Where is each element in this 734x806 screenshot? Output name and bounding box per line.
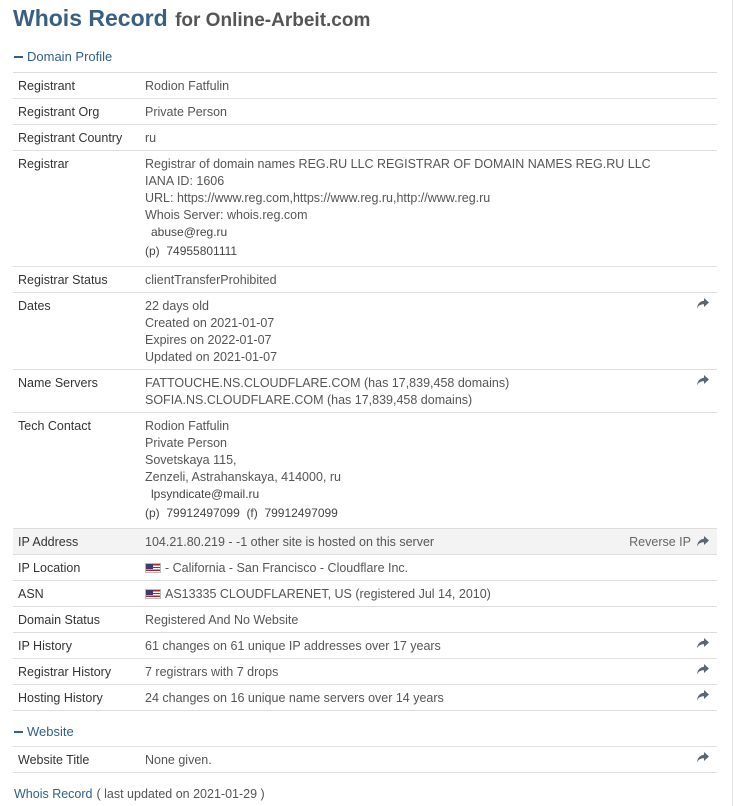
website-title-label: Website Title	[18, 753, 90, 767]
dates-updated: Updated on 2021-01-07	[145, 350, 278, 364]
share-arrow-icon[interactable]	[697, 375, 709, 386]
registrant-value: Rodion Fatfulin	[145, 79, 230, 93]
registrar-phone: (p) 74955801111	[145, 244, 238, 258]
asn-text: AS13335 CLOUDFLARENET, US (registered Jul 14, 2010)	[165, 587, 491, 601]
name-servers-label: Name Servers	[18, 376, 98, 390]
domain-status-label: Domain Status	[18, 613, 100, 627]
ip-history-value: 61 changes on 61 unique IP addresses over 17 years	[145, 639, 441, 653]
row-registrar-status	[13, 267, 717, 293]
us-flag-icon	[145, 563, 161, 573]
tech-contact-phone: (p) 79912497099 (f) 79912497099	[145, 506, 338, 520]
registrar-iana: IANA ID: 1606	[145, 174, 225, 188]
row-ip-location	[13, 555, 717, 581]
name-server-1: FATTOUCHE.NS.CLOUDFLARE.COM (has 17,839,458 domains)	[145, 376, 510, 390]
share-arrow-icon	[697, 536, 709, 547]
dates-age: 22 days old	[145, 299, 209, 313]
row-ip-address	[13, 529, 717, 555]
tech-contact-street: Sovetskaya 115,	[145, 453, 237, 467]
website-title-value: None given.	[145, 753, 212, 767]
row-name-servers	[13, 370, 717, 413]
footer	[14, 787, 265, 801]
section-domain-profile[interactable]	[14, 49, 112, 64]
registrant-org-label: Registrant Org	[18, 105, 100, 119]
dates-expires: Expires on 2022-01-07	[145, 333, 272, 347]
tech-contact-city: Zenzeli, Astrahanskaya, 414000, ru	[145, 470, 341, 484]
registrar-history-value: 7 registrars with 7 drops	[145, 665, 279, 679]
row-registrant-org	[13, 99, 717, 125]
minus-icon	[14, 731, 23, 733]
hosting-history-label: Hosting History	[18, 691, 103, 705]
section-website[interactable]	[14, 724, 74, 739]
registrar-history-label: Registrar History	[18, 665, 112, 679]
website-table	[13, 746, 717, 773]
dates-created: Created on 2021-01-07	[145, 316, 275, 330]
registrant-org-value: Private Person	[145, 105, 227, 119]
registrar-label: Registrar	[18, 157, 69, 171]
row-domain-status	[13, 607, 717, 633]
footer-whois-link[interactable]: Whois Record	[14, 787, 93, 801]
share-arrow-icon[interactable]	[697, 664, 709, 675]
name-server-2: SOFIA.NS.CLOUDFLARE.COM (has 17,839,458 domains)	[145, 393, 473, 407]
us-flag-icon	[145, 589, 161, 599]
dates-value	[145, 298, 277, 366]
registrant-label: Registrant	[18, 79, 75, 93]
tech-contact-label: Tech Contact	[18, 419, 91, 433]
ip-address-value: 104.21.80.219 - -1 other site is hosted on this server	[145, 535, 435, 549]
ip-address-label: IP Address	[18, 535, 79, 549]
registrar-status-value: clientTransferProhibited	[145, 273, 277, 287]
reverse-ip-link[interactable]	[629, 534, 709, 551]
row-ip-history	[13, 633, 717, 659]
row-website-title	[13, 747, 717, 773]
dates-label: Dates	[18, 299, 51, 313]
share-arrow-icon[interactable]	[697, 298, 709, 309]
minus-icon	[14, 56, 23, 58]
domain-status-value: Registered And No Website	[145, 613, 299, 627]
row-tech-contact	[13, 413, 717, 529]
row-registrant-country	[13, 125, 717, 151]
page-title	[13, 5, 370, 32]
tech-contact-name: Rodion Fatfulin	[145, 419, 230, 433]
row-asn	[13, 581, 717, 607]
registrar-url: URL: https://www.reg.com,https://www.reg.ru,http://www.reg.ru	[145, 191, 491, 205]
title-main: Whois Record	[13, 5, 168, 31]
registrar-whois-server: Whois Server: whois.reg.com	[145, 208, 308, 222]
share-arrow-icon[interactable]	[697, 690, 709, 701]
row-hosting-history	[13, 685, 717, 711]
share-arrow-icon[interactable]	[697, 752, 709, 763]
registrar-name: Registrar of domain names REG.RU LLC REGISTRAR OF DOMAIN NAMES REG.RU LLC	[145, 157, 651, 171]
ip-location-label: IP Location	[18, 561, 81, 575]
registrant-country-value: ru	[145, 131, 157, 145]
section-domain-profile-label: Domain Profile	[27, 49, 113, 64]
tech-contact-email: lpsyndicate@mail.ru	[151, 487, 260, 501]
registrar-status-label: Registrar Status	[18, 273, 108, 287]
footer-updated: ( last updated on 2021-01-29 )	[96, 787, 265, 801]
ip-location-value	[145, 560, 408, 577]
registrar-value	[145, 156, 651, 262]
share-arrow-icon[interactable]	[697, 638, 709, 649]
row-registrar	[13, 151, 717, 267]
name-servers-value	[145, 375, 509, 409]
ip-location-text: - California - San Francisco - Cloudflare Inc.	[165, 561, 409, 575]
title-domain: for Online-Arbeit.com	[175, 10, 371, 31]
ip-history-label: IP History	[18, 639, 72, 653]
registrar-email: abuse@reg.ru	[151, 225, 228, 239]
asn-label: ASN	[18, 587, 44, 601]
asn-value	[145, 586, 491, 603]
hosting-history-value: 24 changes on 16 unique name servers over 14 years	[145, 691, 444, 705]
reverse-ip-label: Reverse IP	[629, 535, 691, 549]
row-registrar-history	[13, 659, 717, 685]
section-website-label: Website	[27, 724, 74, 739]
row-registrant	[13, 73, 717, 99]
tech-contact-org: Private Person	[145, 436, 227, 450]
domain-profile-table	[13, 72, 717, 711]
row-dates	[13, 293, 717, 370]
tech-contact-value	[145, 418, 341, 524]
registrant-country-label: Registrant Country	[18, 131, 123, 145]
